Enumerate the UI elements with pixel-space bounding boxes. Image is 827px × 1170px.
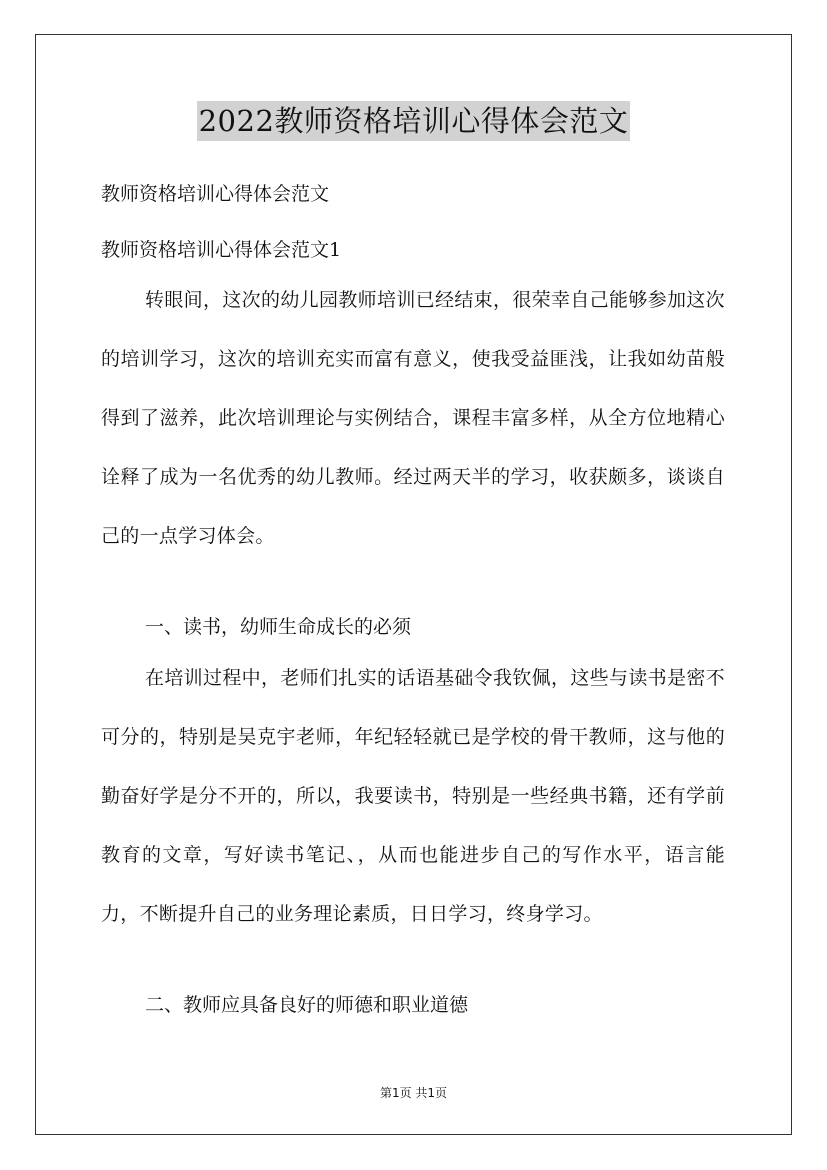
document-title: 2022教师资格培训心得体会范文 (197, 101, 631, 141)
heading-ethics: 二、教师应具备良好的师德和职业道德 (145, 994, 469, 1016)
section-title: 教师资格培训心得体会范文1 (101, 239, 342, 261)
page-footer: 第1页 共1页 (379, 1086, 448, 1100)
title-container (0, 101, 827, 141)
paragraph-1: 转眼间，这次的幼儿园教师培训已经结束，很荣幸自己能够参加这次的培训学习，这次的培训充实而富有意义，使我受益匪浅，让我如幼苗般得到了滋养，此次培训理论与实例结合，课程丰富多样，从全方位地精心诠释了成为一名优秀的幼儿教师。经过两天半的学习，收获颇多，谈谈自己的一点学习体会。 (101, 289, 725, 547)
heading-reading: 一、读书，幼师生命成长的必须 (145, 616, 412, 638)
document-subtitle: 教师资格培训心得体会范文 (101, 183, 330, 205)
paragraph-2: 在培训过程中，老师们扎实的话语基础令我钦佩，这些与读书是密不可分的，特别是吴克宇老师，年纪轻轻就已是学校的骨干教师，这与他的勤奋好学是分不开的，所以，我要读书，特别是一些经典书籍，还有学前教育的文章，写好读书笔记、，从而也能进步自己的写作水平，语言能力，不断提升自己的业务理论素质，日日学习，终身学习。 (101, 667, 725, 925)
